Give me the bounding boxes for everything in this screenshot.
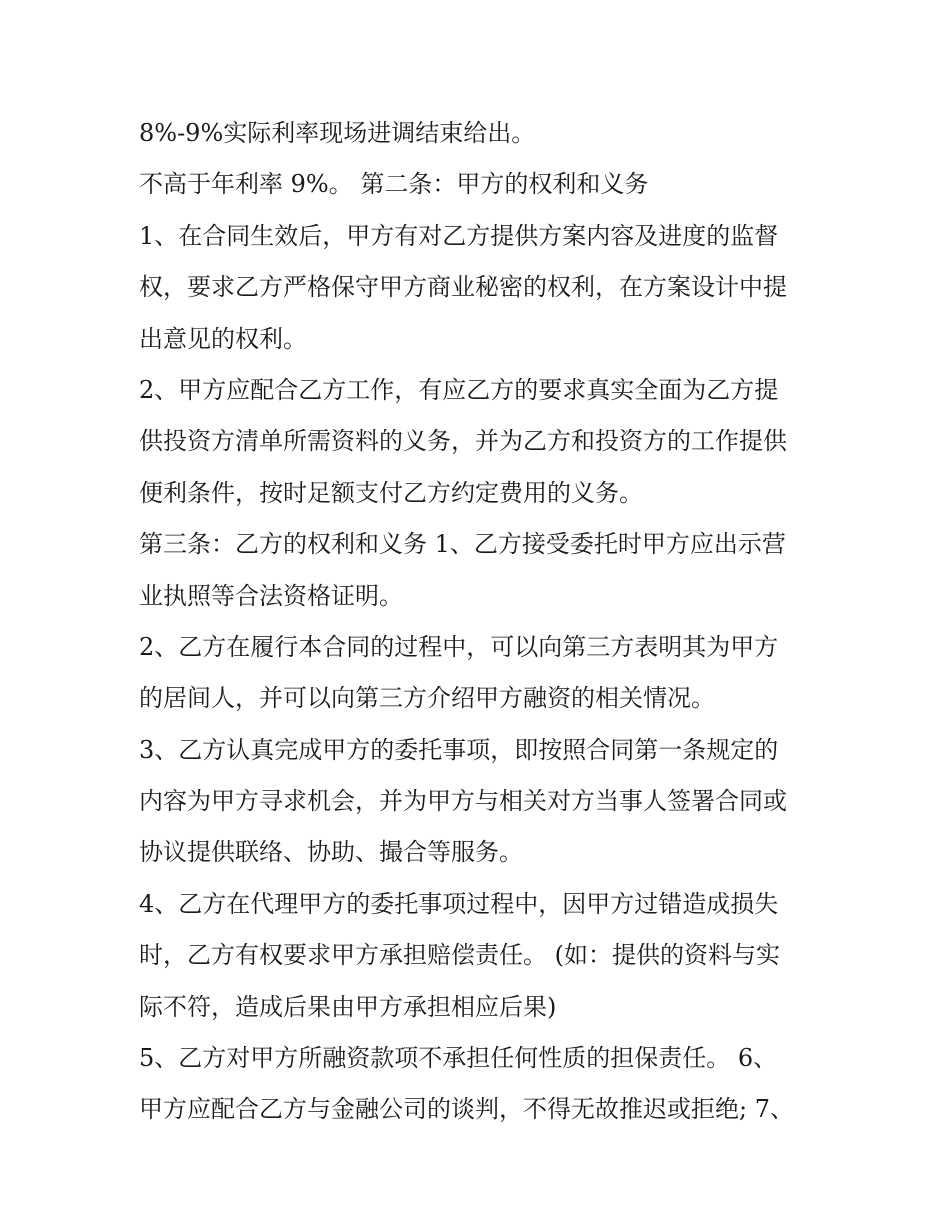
text-line: 业执照等合法资格证明。 (139, 581, 403, 610)
text-line: 8%-9%实际利率现场进调结束给出。 (139, 119, 536, 147)
text-line: 3、乙方认真完成甲方的委托事项，即按照合同第一条规定的 (139, 735, 779, 764)
text-line: 供投资方清单所需资料的义务，并为乙方和投资方的工作提供 (139, 427, 787, 456)
text-line: 第三条：乙方的权利和义务 1、乙方接受委托时甲方应出示营 (139, 530, 786, 559)
text-line: 1、在合同生效后，甲方有对乙方提供方案内容及进度的监督 (139, 221, 779, 250)
text-line: 的居间人，并可以向第三方介绍甲方融资的相关情况。 (139, 684, 715, 713)
text-line: 甲方应配合乙方与金融公司的谈判，不得无故推迟或拒绝; 7、 (139, 1095, 794, 1124)
document-body (139, 108, 829, 1136)
text-line: 2、甲方应配合乙方工作，有应乙方的要求真实全面为乙方提 (139, 375, 779, 404)
text-line: 2、乙方在履行本合同的过程中，可以向第三方表明其为甲方 (139, 632, 779, 661)
text-line: 出意见的权利。 (139, 324, 307, 353)
text-line: 内容为甲方寻求机会，并为甲方与相关对方当事人签署合同或 (139, 787, 787, 816)
text-line: 际不符，造成后果由甲方承担相应后果) (139, 992, 557, 1021)
text-line: 4、乙方在代理甲方的委托事项过程中，因甲方过错造成损失 (139, 889, 779, 918)
text-line: 协议提供联络、协助、撮合等服务。 (139, 838, 523, 867)
text-line: 不高于年利率 9%。 第二条：甲方的权利和义务 (139, 170, 649, 199)
text-line: 时，乙方有权要求甲方承担赔偿责任。 (如：提供的资料与实 (139, 941, 780, 970)
text-line: 5、乙方对甲方所融资款项不承担任何性质的担保责任。 6、 (139, 1044, 778, 1073)
text-line: 权，要求乙方严格保守甲方商业秘密的权利，在方案设计中提 (139, 273, 787, 302)
text-line: 便利条件，按时足额支付乙方约定费用的义务。 (139, 478, 643, 507)
